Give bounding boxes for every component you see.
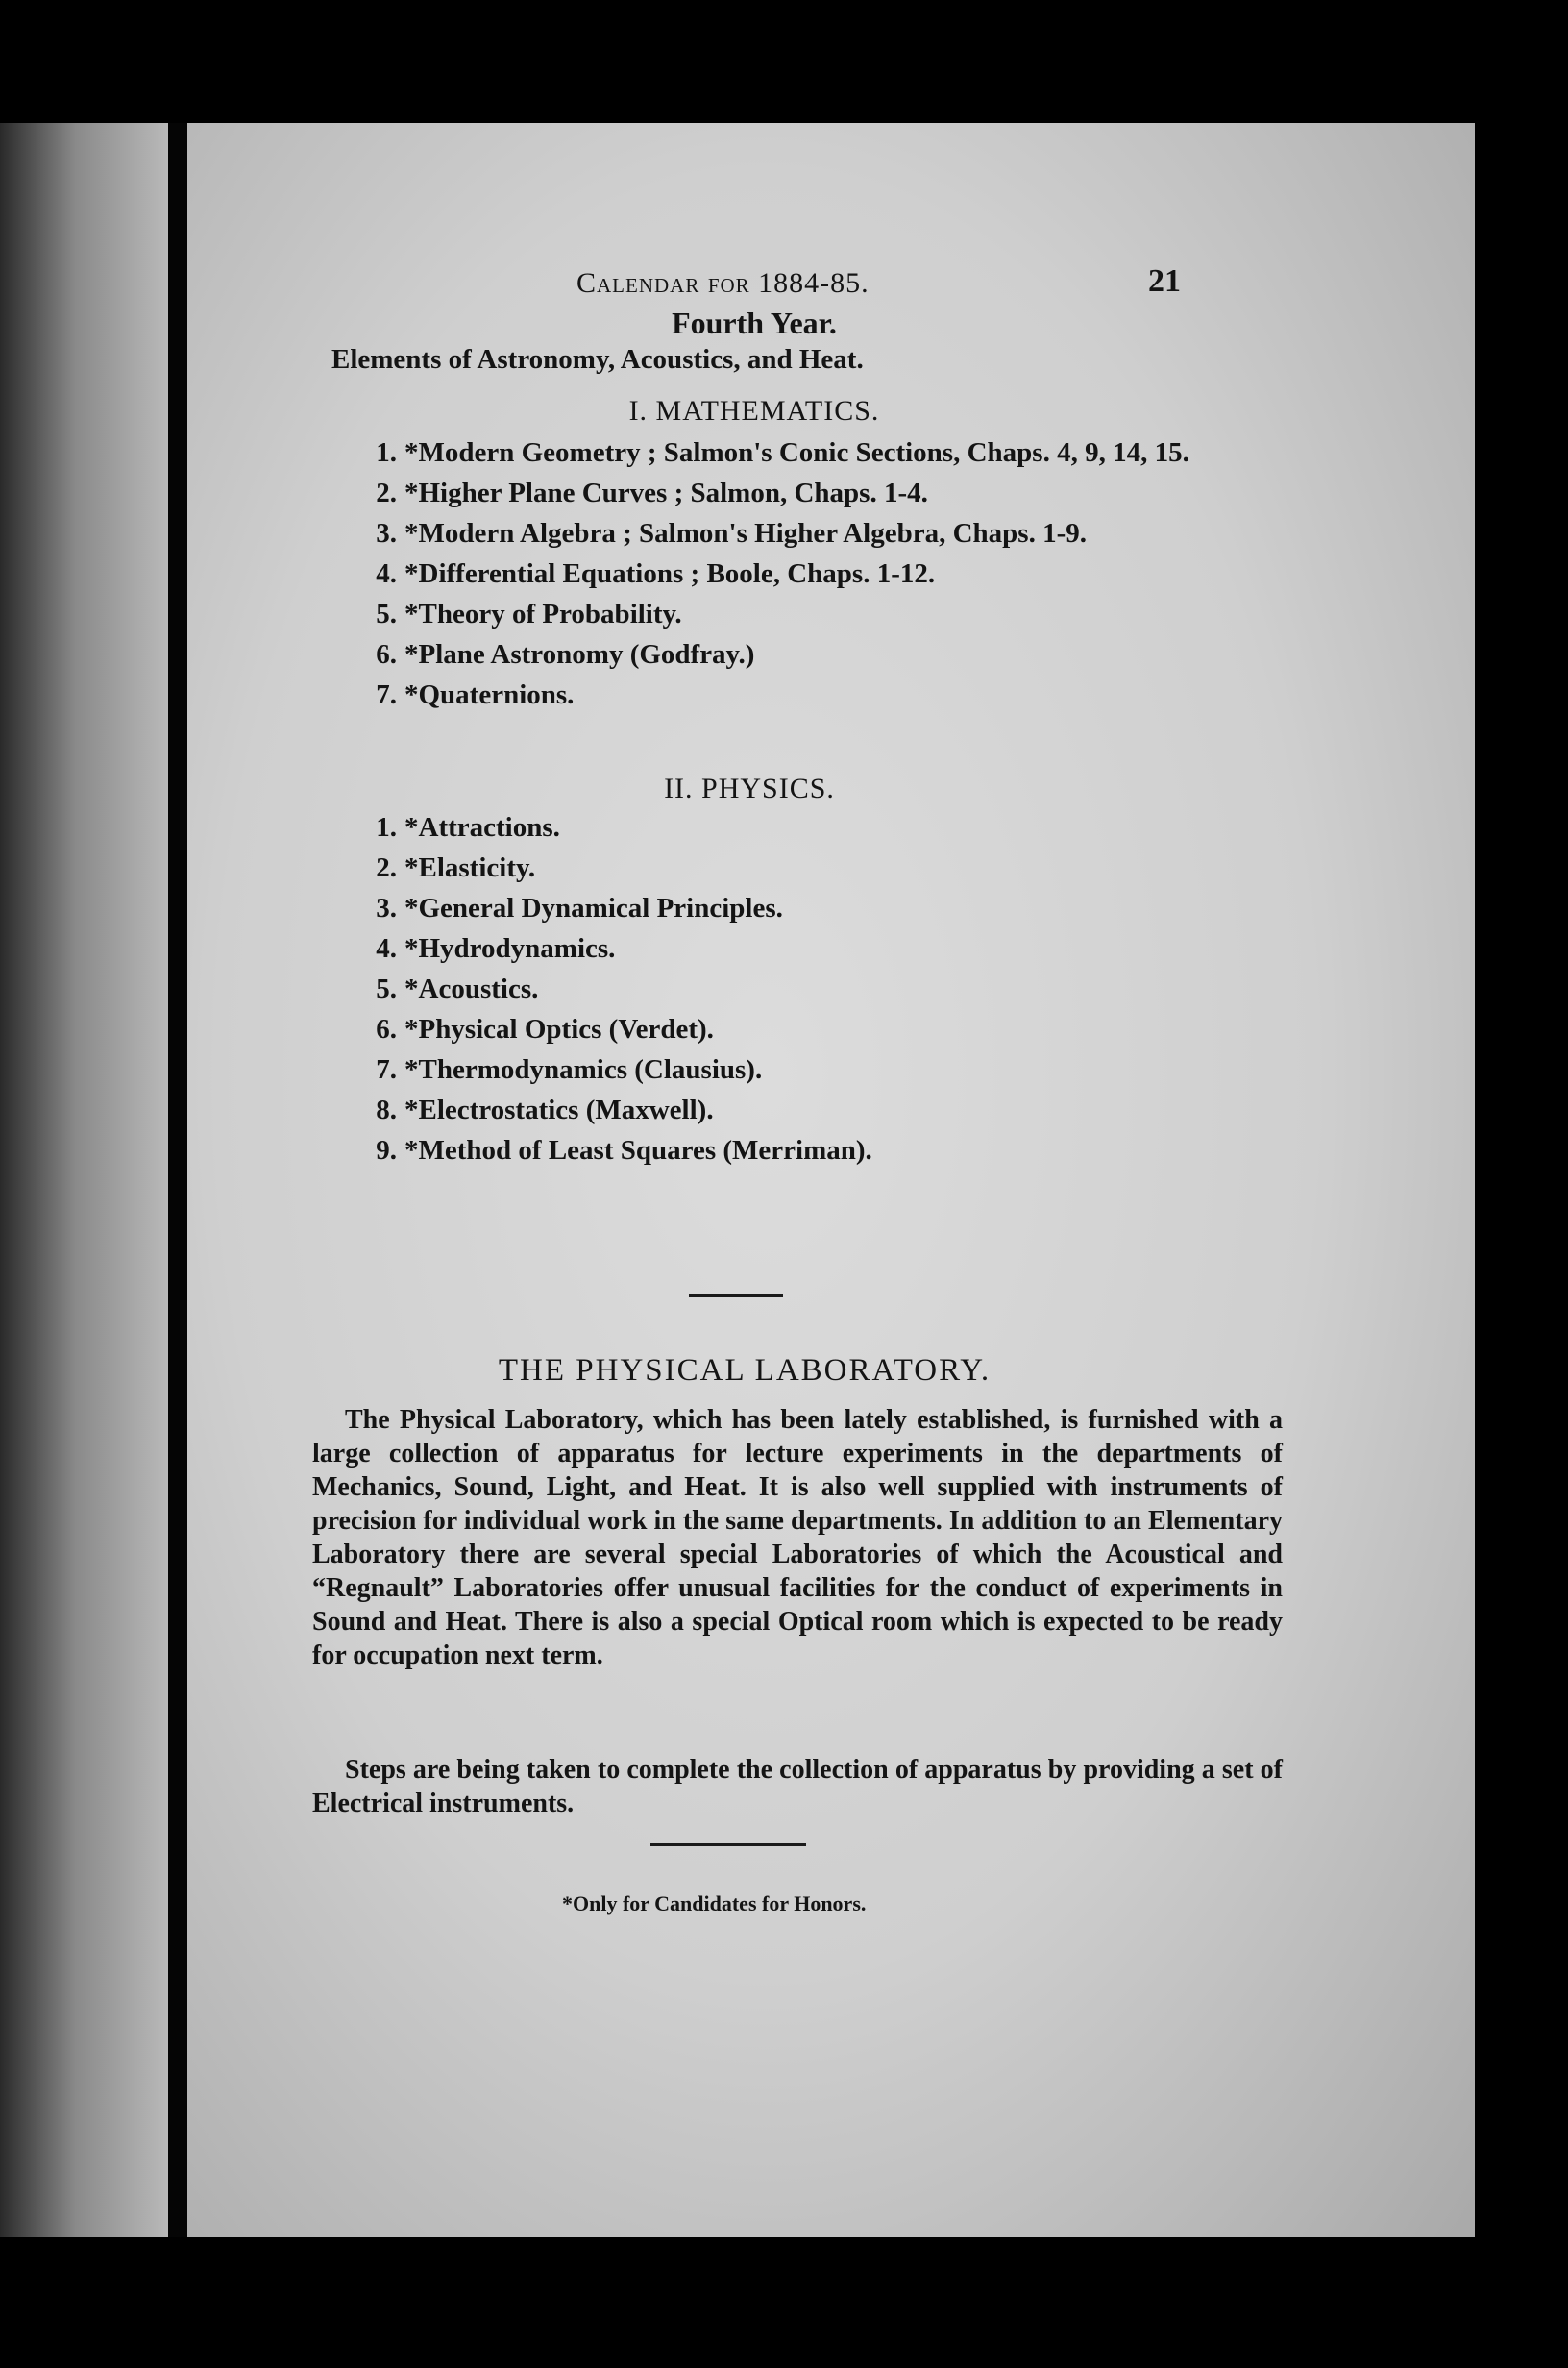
book-page [187,123,1475,2237]
laboratory-paragraph: Steps are being taken to complete the collection of apparatus by providing a set of Electrical instruments. [312,1755,1283,1818]
physics-heading: II. PHYSICS. [664,773,835,804]
list-item: 4. *Hydrodynamics. [376,933,616,964]
mathematics-heading: I. MATHEMATICS. [628,395,880,427]
list-item: 7. *Thermodynamics (Clausius). [376,1054,763,1085]
section-title: Fourth Year. [672,306,837,340]
footnote-divider [650,1843,806,1846]
list-item: 8. *Electrostatics (Maxwell). [376,1095,714,1125]
scanned-spread [0,123,1568,2368]
facing-page-edge [0,123,168,2237]
list-item: 5. *Theory of Probability. [376,599,682,629]
list-item: 6. *Physical Optics (Verdet). [376,1014,714,1045]
list-item: 3. *General Dynamical Principles. [376,893,783,924]
list-item: 2. *Elasticity. [376,852,536,883]
book-gutter [168,123,187,2247]
page-number: 21 [1148,263,1181,299]
laboratory-heading: THE PHYSICAL LABORATORY. [498,1353,992,1388]
list-item: 6. *Plane Astronomy (Godfray.) [376,639,755,670]
section-divider [689,1294,783,1297]
list-item: 4. *Differential Equations ; Boole, Chaps. 1-12. [376,558,936,589]
section-subtitle: Elements of Astronomy, Acoustics, and Heat. [331,344,864,375]
list-item: 1. *Modern Geometry ; Salmon's Conic Sections, Chaps. 4, 9, 14, 15. [376,437,1189,468]
scan-border-right [1475,123,1568,2368]
physics-list [360,807,872,1171]
list-item: 3. *Modern Algebra ; Salmon's Higher Algebra, Chaps. 1-9. [376,518,1087,549]
list-item: 7. *Quaternions. [376,679,575,710]
running-header: Calendar for 1884-85. [576,267,870,299]
list-item: 9. *Method of Least Squares (Merriman). [376,1135,872,1166]
scan-border-bottom [0,2237,1568,2368]
laboratory-paragraph: The Physical Laboratory, which has been lately established, is furnished with a large collection of apparatus for lecture experiments in the departments of Mechanics, Sound, Light, and Heat. It is also well supplied with instruments of precision for individual work in the same departments. In addition to an Elementary Laboratory there are several special Laboratories of which the Acoustical and “Regnault” Laboratories offer unusual facilities for the conduct of experiments in Sound and Heat. There is also a special Optical room which is expected to be ready for occupation next term. [312,1405,1283,1670]
footnote: *Only for Candidates for Honors. [562,1891,867,1915]
mathematics-list [360,432,1189,715]
list-item: 2. *Higher Plane Curves ; Salmon, Chaps. 1-4. [376,478,928,508]
list-item: 5. *Acoustics. [376,974,539,1004]
list-item: 1. *Attractions. [376,812,560,843]
